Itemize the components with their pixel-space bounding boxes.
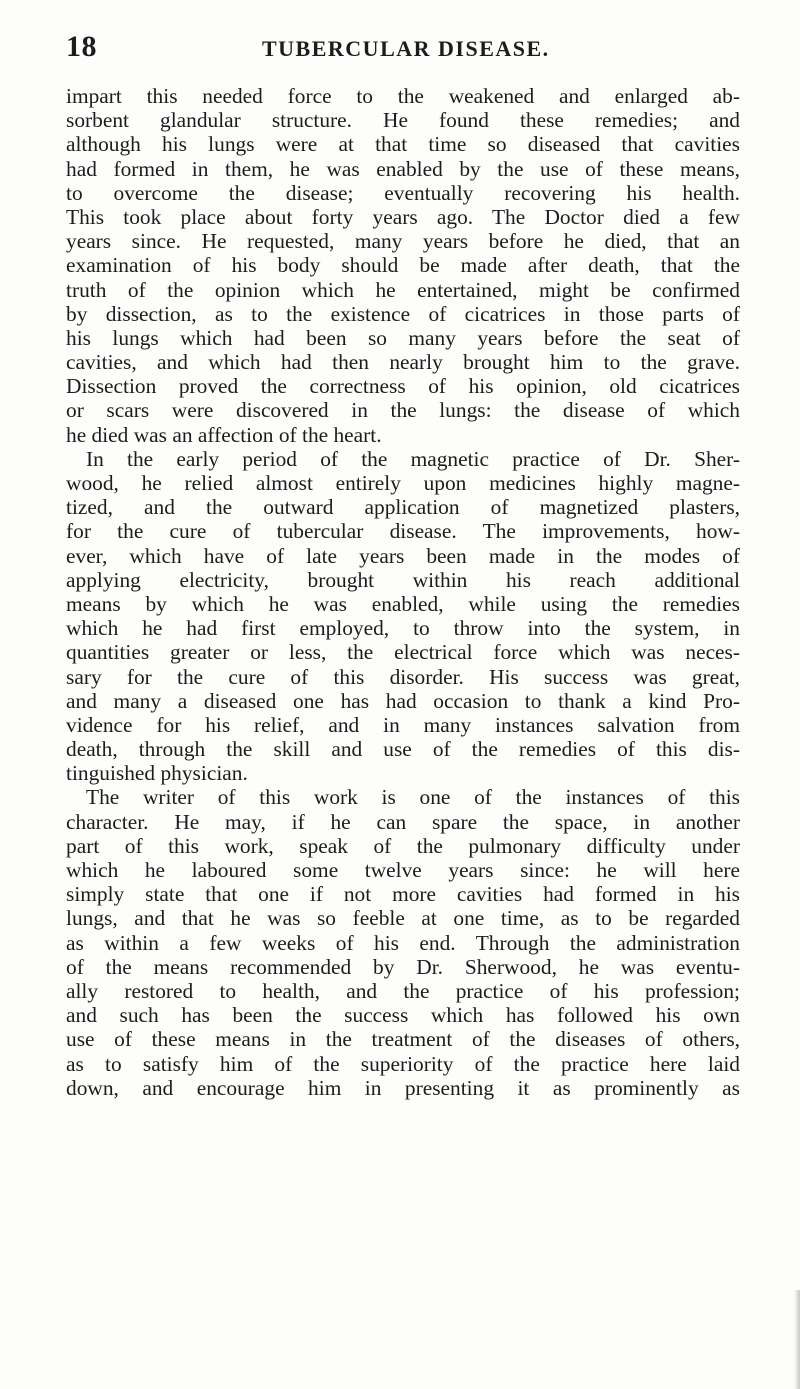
- page-edge-shadow: [794, 1290, 800, 1389]
- text-line: use of these means in the treatment of the diseases of others,: [66, 1027, 740, 1052]
- body-text: [66, 84, 740, 1100]
- text-line: wood, he relied almost entirely upon medicines highly magne-: [66, 471, 740, 495]
- text-line: means by which he was enabled, while using the remedies: [66, 591, 740, 616]
- text-line: which he laboured some twelve years since: he will here: [66, 858, 740, 882]
- text-line: character. He may, if he can spare the space, in another: [66, 809, 740, 834]
- text-line: cavities, and which had then nearly brought him to the grave.: [66, 350, 740, 375]
- text-line: which he had first employed, to throw into the system, in: [66, 616, 740, 641]
- running-head: [66, 30, 734, 62]
- text-line: In the early period of the magnetic practice of Dr. Sher-: [86, 446, 740, 471]
- text-line: ally restored to health, and the practice of his profession;: [66, 978, 740, 1003]
- text-line: simply state that one if not more cavities had formed in his: [66, 882, 740, 907]
- text-line: quantities greater or less, the electrical force which was neces-: [66, 640, 740, 665]
- text-line: examination of his body should be made after death, that the: [66, 253, 740, 278]
- text-line: for the cure of tubercular disease. The improvements, how-: [66, 519, 740, 544]
- text-line: or scars were discovered in the lungs: the disease of which: [66, 398, 740, 423]
- text-line: Dissection proved the correctness of his opinion, old cicatrices: [66, 374, 740, 399]
- text-line: of the means recommended by Dr. Sherwood, he was eventu-: [66, 954, 740, 979]
- text-line: ever, which have of late years been made in the modes of: [66, 543, 740, 568]
- text-line: as to satisfy him of the superiority of the practice here laid: [66, 1051, 740, 1076]
- text-line: The writer of this work is one of the instances of this: [86, 785, 740, 810]
- text-line: he died was an affection of the heart.: [66, 422, 382, 447]
- text-line: sorbent glandular structure. He found these remedies; and: [66, 108, 740, 133]
- text-line: lungs, and that he was so feeble at one time, as to be regarded: [66, 906, 740, 931]
- text-line: years since. He requested, many years before he died, that an: [66, 229, 740, 254]
- text-line: to overcome the disease; eventually recovering his health.: [66, 180, 740, 205]
- text-line: applying electricity, brought within his reach additional: [66, 567, 740, 592]
- text-line: and such has been the success which has followed his own: [66, 1003, 740, 1028]
- text-line: by dissection, as to the existence of cicatrices in those parts of: [66, 301, 740, 326]
- text-line: his lungs which had been so many years before the seat of: [66, 325, 740, 350]
- text-line: although his lungs were at that time so diseased that cavities: [66, 132, 740, 157]
- text-line: down, and encourage him in presenting it as prominently as: [66, 1075, 740, 1100]
- text-line: impart this needed force to the weakened and enlarged ab-: [66, 84, 740, 108]
- text-line: as within a few weeks of his end. Through the administration: [66, 930, 740, 955]
- text-line: This took place about forty years ago. The Doctor died a few: [66, 204, 740, 229]
- text-line: vidence for his relief, and in many instances salvation from: [66, 712, 740, 737]
- text-line: death, through the skill and use of the remedies of this dis-: [66, 737, 740, 762]
- text-line: truth of the opinion which he entertained, might be confirmed: [66, 277, 740, 302]
- text-line: had formed in them, he was enabled by the use of these means,: [66, 156, 740, 181]
- running-title: TUBERCULAR DISEASE.: [262, 36, 550, 61]
- text-line: part of this work, speak of the pulmonary difficulty under: [66, 833, 740, 858]
- page-number: 18: [66, 30, 97, 63]
- text-line: and many a diseased one has had occasion to thank a kind Pro-: [66, 688, 740, 713]
- text-line: tized, and the outward application of magnetized plasters,: [66, 495, 740, 520]
- text-line: tinguished physician.: [66, 761, 248, 786]
- text-line: sary for the cure of this disorder. His success was great,: [66, 664, 740, 689]
